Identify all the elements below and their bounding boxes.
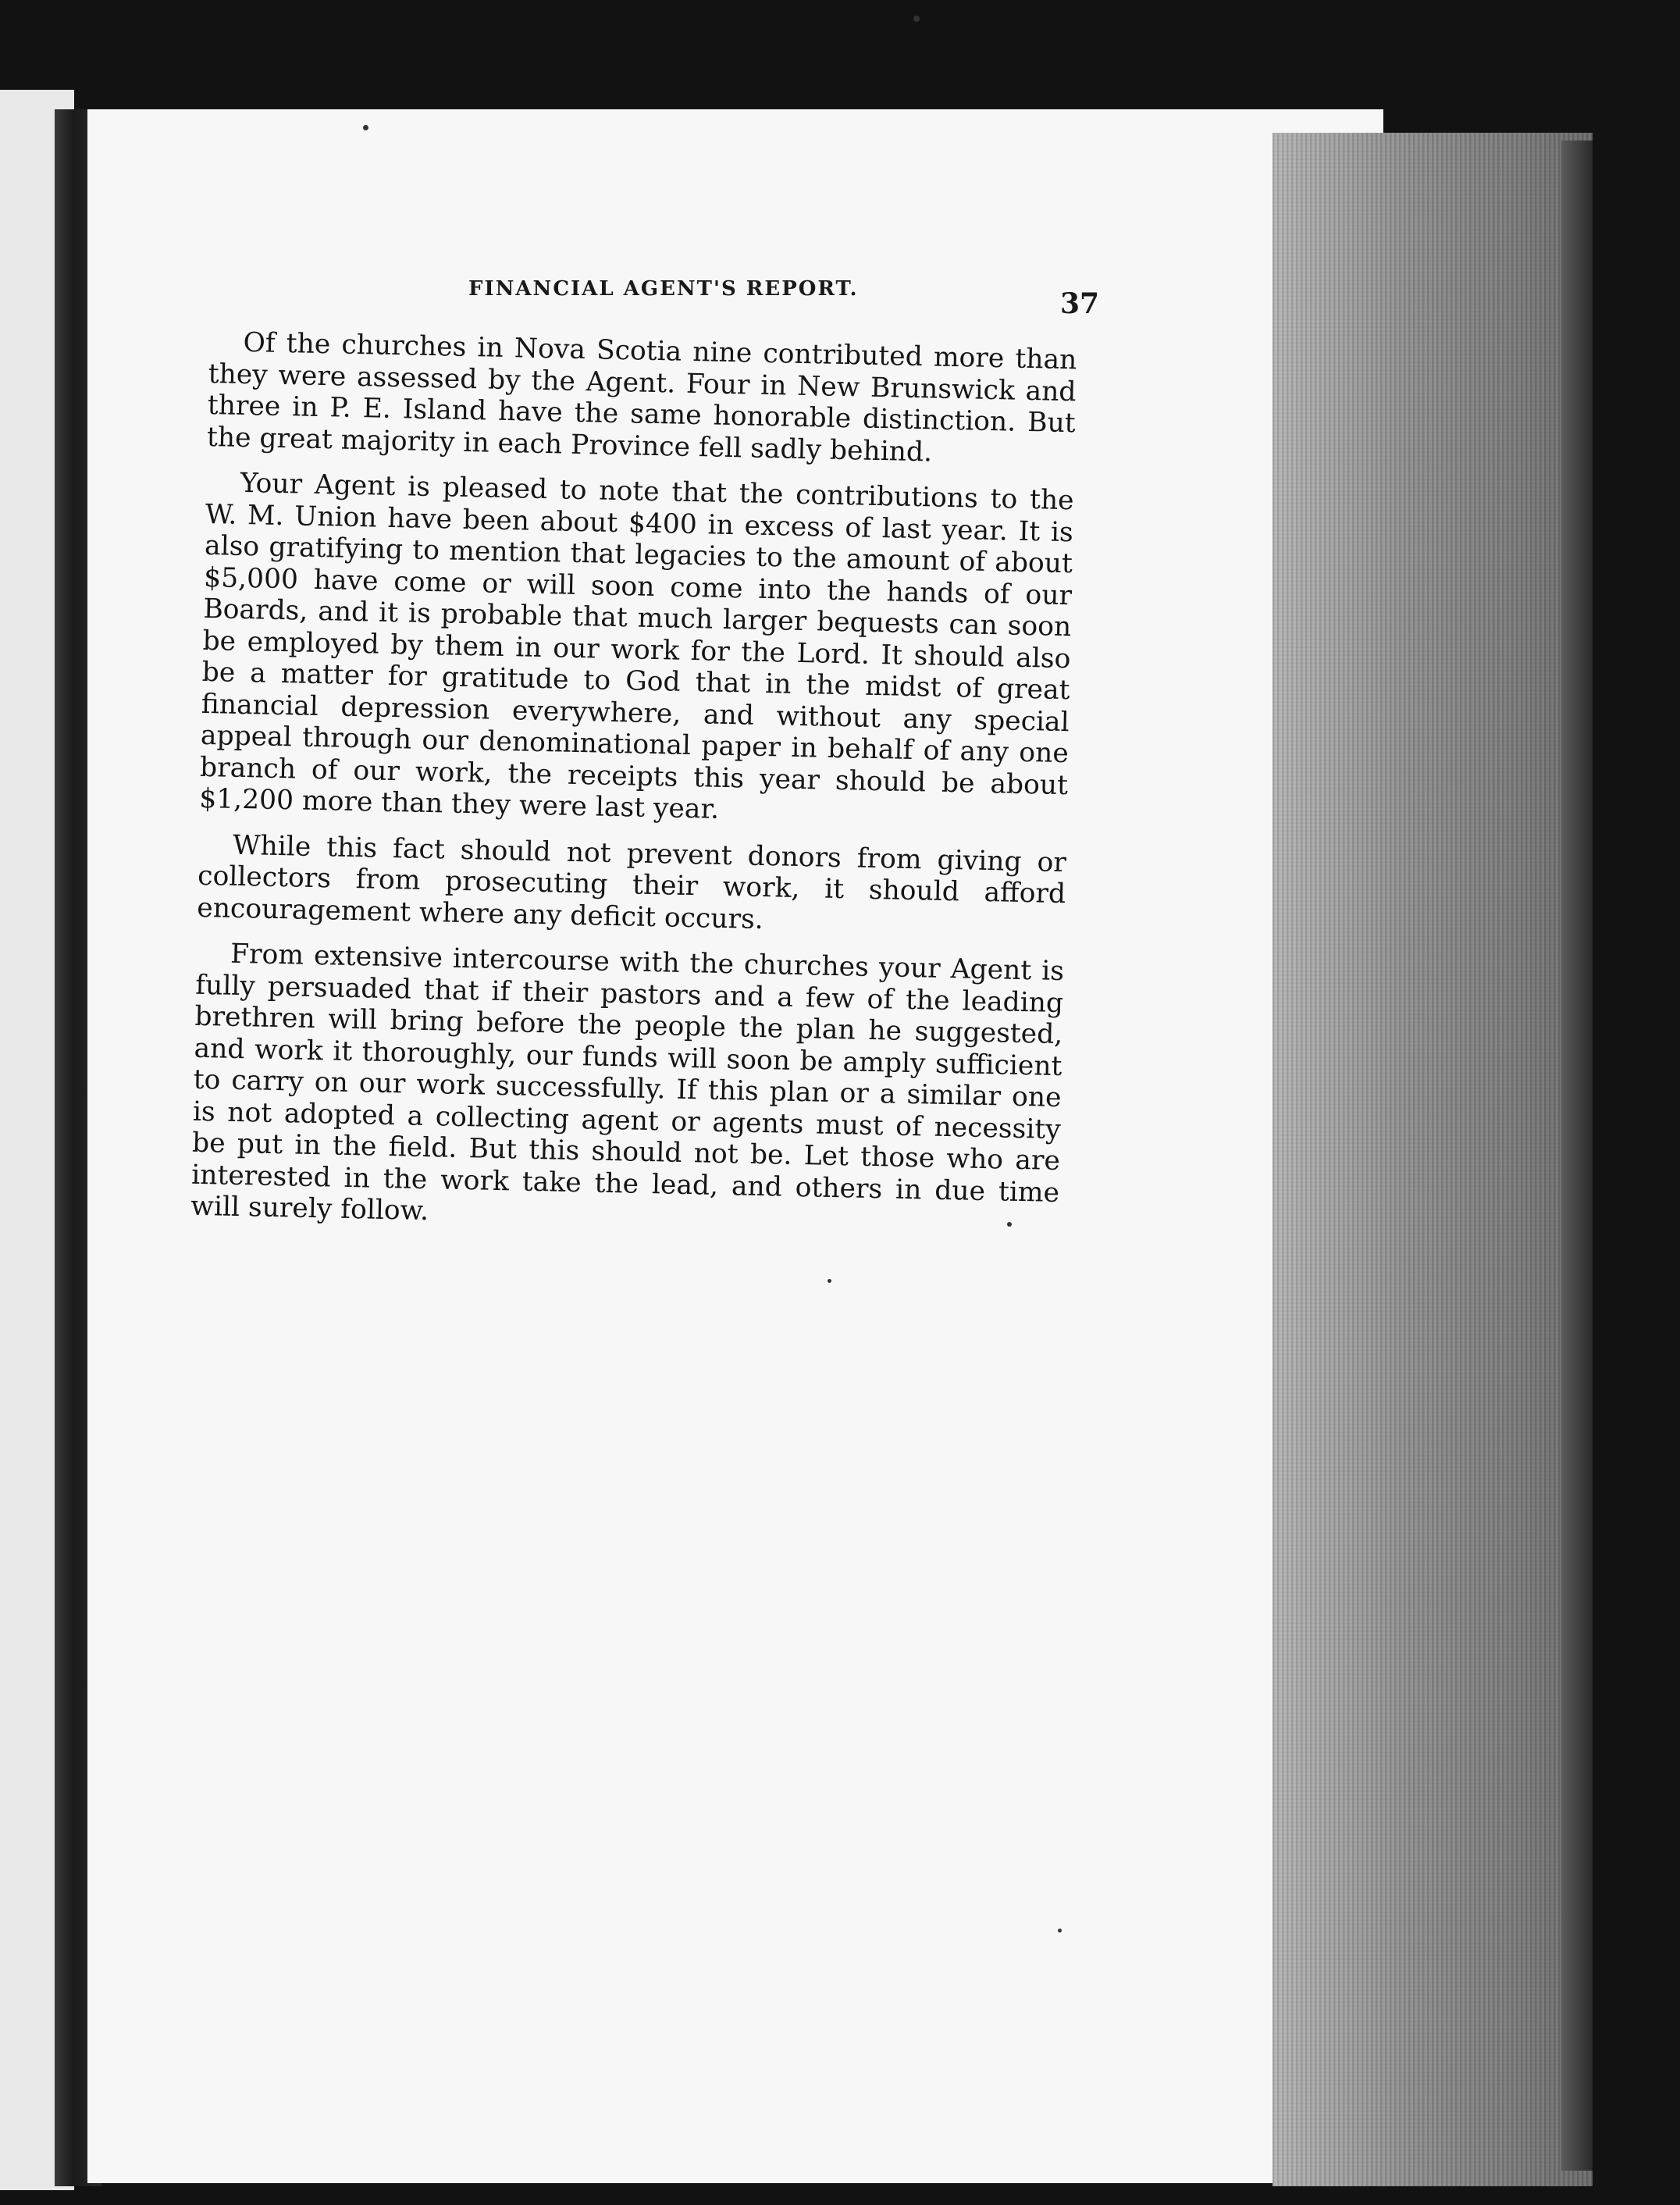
dust-speck [1058,1929,1062,1932]
dust-speck [828,1279,831,1283]
page-stack-fore-edge [1272,133,1593,2186]
page-stack-shadow [1561,141,1593,2171]
page-body [190,326,1077,1255]
running-head: FINANCIAL AGENT'S REPORT. [468,277,859,301]
dust-speck [913,16,920,22]
page-number: 37 [1060,287,1100,320]
dust-speck [1007,1222,1012,1227]
paragraph-3: While this fact should not prevent donors from giving or collectors from prosecuting their work, it should afford encouragement where any deficit occurs. [196,829,1067,935]
paragraph-1: Of the churches in Nova Scotia nine contributed more than they were assessed by the Agent. Four in New Brunswick and three in P. E. Island have the same honorable distinction. But the great majority in each Province fell sadly behind. [206,326,1077,468]
paragraph-4: From extensive intercourse with the churches your Agent is fully persuaded that if their pastors and a few of the leading brethren will bring before the people the plan he suggested, and work it thoroughly, our funds will soon be amply sufficient to carry on our work successfully. If this plan or a similar one is not adopted a collecting agent or agents must of necessity be put in the field. But this should not be. Let those who are interested in the work take the lead, and others in due time will surely follow. [190,938,1065,1227]
paragraph-2: Your Agent is pleased to note that the contributions to the W. M. Union have been about $400 in excess of last year. It is also gratifying to mention that legacies to the amount of about $5,000 have come or will soon come into the hands of our Boards, and it is probable that much larger bequests can soon be employed by them in our work for the Lord. It should also be a matter for gratitude to God that in the midst of great financial depression everywhere, and without any special appeal through our denominational paper in behalf of any one branch of our work, the receipts this year should be about $1,200 more than they were last year. [198,467,1074,825]
dust-speck [363,125,368,130]
